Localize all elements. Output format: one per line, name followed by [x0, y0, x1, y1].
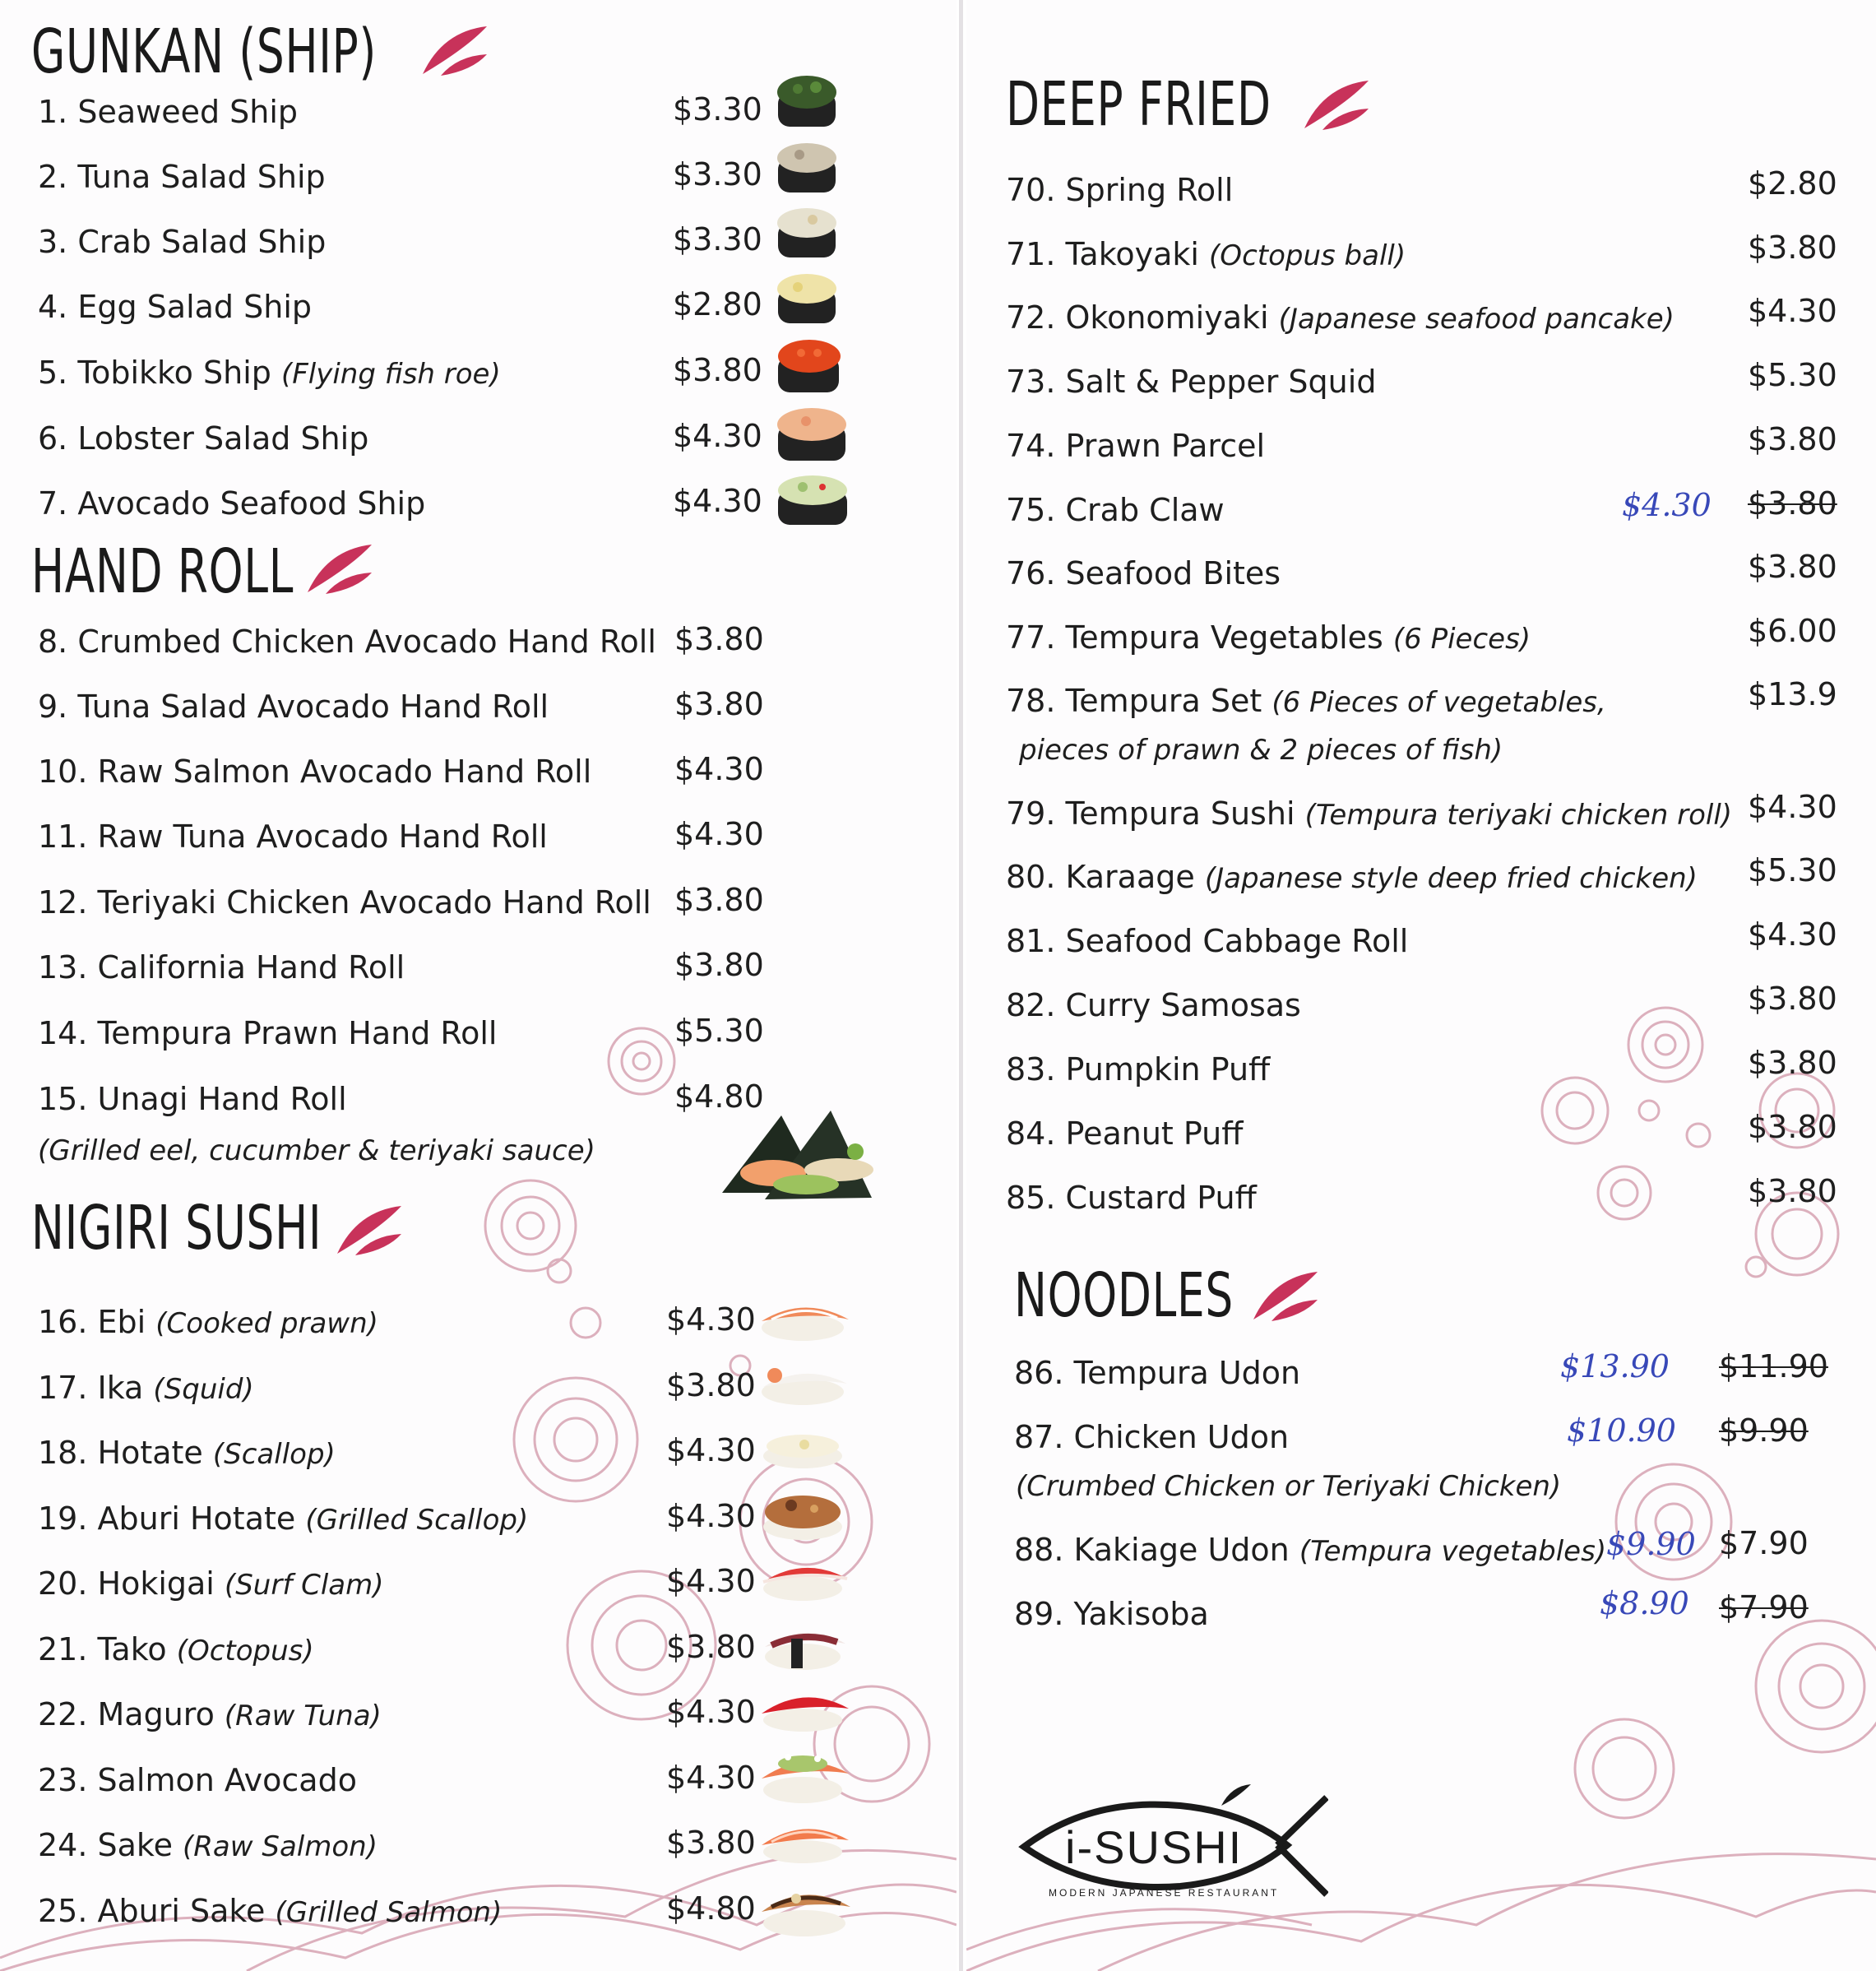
tobikko-ship-photo: [773, 335, 845, 396]
tako-nigiri-photo: [755, 1614, 854, 1673]
menu-item: 84. Peanut Puff: [1006, 1115, 1244, 1152]
section-title-gunkan: GUNKAN (SHIP): [31, 16, 378, 87]
menu-item: 15. Unagi Hand Roll: [38, 1081, 347, 1117]
menu-item: 5. Tobikko Ship (Flying fish roe): [38, 355, 501, 391]
menu-item: 20. Hokigai (Surf Clam): [38, 1565, 384, 1602]
menu-item: 74. Prawn Parcel: [1006, 428, 1266, 464]
swirl-background-right: [966, 0, 1876, 1971]
menu-page-right: [966, 0, 1876, 1971]
section-title-hand-roll: HAND ROLL: [31, 536, 294, 607]
item-price: $3.80: [674, 621, 764, 657]
menu-item: 76. Seafood Bites: [1006, 555, 1281, 591]
section-title-noodles: NOODLES: [1014, 1260, 1234, 1331]
salmon-avocado-nigiri-photo: [755, 1742, 854, 1808]
item-price: $4.30: [673, 418, 762, 454]
leaf-icon: [303, 541, 375, 597]
item-price-struck: $11.90: [1719, 1348, 1828, 1384]
item-price: $13.9: [1748, 676, 1837, 712]
section-title-nigiri-sushi: NIGIRI SUSHI: [31, 1193, 322, 1264]
item-price: $3.30: [673, 221, 762, 257]
ika-nigiri-photo: [755, 1357, 854, 1408]
menu-item: 1. Seaweed Ship: [38, 94, 299, 130]
menu-item: 17. Ika (Squid): [38, 1370, 254, 1406]
menu-item: 13. California Hand Roll: [38, 949, 405, 986]
menu-item: 83. Pumpkin Puff: [1006, 1051, 1271, 1088]
item-price: $4.80: [666, 1890, 756, 1927]
item-note: (Grilled eel, cucumber & teriyaki sauce): [38, 1134, 595, 1167]
menu-item: 16. Ebi (Cooked prawn): [38, 1304, 378, 1340]
menu-item: 87. Chicken Udon: [1014, 1419, 1290, 1455]
handwritten-new-price: $10.90: [1567, 1412, 1676, 1449]
maguro-nigiri-photo: [755, 1682, 854, 1735]
menu-item: 21. Tako (Octopus): [38, 1631, 314, 1667]
aburi-sake-nigiri-photo: [755, 1874, 857, 1940]
item-price: $3.80: [1748, 230, 1837, 266]
item-price: $4.30: [666, 1563, 756, 1599]
menu-item: 23. Salmon Avocado: [38, 1762, 357, 1798]
hand-roll-photo: [716, 1102, 893, 1204]
item-price: $5.30: [1748, 357, 1837, 393]
item-price: $3.80: [1748, 1109, 1837, 1145]
item-price-struck: $9.90: [1719, 1412, 1809, 1449]
menu-item: 12. Teriyaki Chicken Avocado Hand Roll: [38, 884, 651, 921]
avocado-seafood-ship-photo: [773, 471, 852, 528]
item-price: $3.80: [666, 1367, 756, 1403]
item-price: $4.30: [673, 483, 762, 519]
i-sushi-logo: [1016, 1781, 1328, 1904]
menu-item: 78. Tempura Set (6 Pieces of vegetables,: [1006, 683, 1606, 719]
item-price: $4.80: [674, 1078, 764, 1115]
menu-item: 6. Lobster Salad Ship: [38, 420, 369, 457]
menu-item: 73. Salt & Pepper Squid: [1006, 364, 1377, 400]
menu-item: 3. Crab Salad Ship: [38, 224, 327, 260]
item-price: $4.30: [1748, 293, 1837, 329]
menu-item: 75. Crab Claw: [1006, 492, 1225, 528]
item-price: $7.90: [1719, 1525, 1809, 1561]
menu-item: 18. Hotate (Scallop): [38, 1435, 336, 1471]
item-price: $3.30: [673, 91, 762, 128]
item-price: $4.30: [666, 1760, 756, 1796]
menu-item: 82. Curry Samosas: [1006, 987, 1301, 1023]
item-price: $3.80: [1748, 981, 1837, 1017]
menu-item: 9. Tuna Salad Avocado Hand Roll: [38, 689, 549, 725]
menu-item: 89. Yakisoba: [1014, 1596, 1209, 1632]
item-price: $3.80: [666, 1825, 756, 1861]
aburi-hotate-nigiri-photo: [755, 1481, 854, 1545]
menu-item: 77. Tempura Vegetables (6 Pieces): [1006, 619, 1531, 656]
item-price: $2.80: [1748, 165, 1837, 202]
item-price: $6.00: [1748, 613, 1837, 649]
item-price: $3.80: [1748, 421, 1837, 457]
svg-text:i-SUSHI: i-SUSHI: [1065, 1821, 1244, 1873]
item-price-struck: $7.90: [1719, 1589, 1809, 1625]
leaf-icon: [1248, 1268, 1321, 1324]
item-price: $5.30: [674, 1013, 764, 1049]
menu-item: 2. Tuna Salad Ship: [38, 159, 326, 195]
menu-item: 24. Sake (Raw Salmon): [38, 1827, 378, 1863]
menu-item: 11. Raw Tuna Avocado Hand Roll: [38, 819, 548, 855]
item-note: pieces of prawn & 2 pieces of fish): [1019, 734, 1503, 767]
egg-salad-ship-photo: [773, 269, 841, 327]
menu-item: 72. Okonomiyaki (Japanese seafood pancake): [1006, 299, 1675, 336]
item-price: $3.80: [674, 882, 764, 918]
sake-nigiri-photo: [755, 1814, 854, 1867]
menu-item: 86. Tempura Udon: [1014, 1355, 1301, 1391]
item-price: $4.30: [1748, 916, 1837, 953]
item-price: $4.30: [666, 1301, 756, 1338]
menu-item: 19. Aburi Hotate (Grilled Scallop): [38, 1500, 529, 1537]
menu-item: 85. Custard Puff: [1006, 1180, 1257, 1216]
item-price: $4.30: [674, 751, 764, 787]
item-price: $4.30: [666, 1432, 756, 1468]
item-price: $3.80: [673, 352, 762, 388]
item-price: $5.30: [1748, 852, 1837, 888]
item-price: $3.30: [673, 156, 762, 192]
menu-item: 4. Egg Salad Ship: [38, 289, 313, 325]
section-title-deep-fried: DEEP FRIED: [1006, 69, 1272, 140]
handwritten-new-price: $13.90: [1560, 1348, 1670, 1384]
svg-text:MODERN JAPANESE RESTAURANT: MODERN JAPANESE RESTAURANT: [1049, 1887, 1280, 1899]
menu-item: 80. Karaage (Japanese style deep fried chicken): [1006, 859, 1698, 895]
ebi-nigiri-photo: [755, 1292, 854, 1344]
crab-salad-ship-photo: [773, 203, 841, 261]
menu-item: 81. Seafood Cabbage Roll: [1006, 923, 1409, 959]
hokigai-nigiri-photo: [755, 1551, 854, 1605]
seaweed-ship-photo: [773, 72, 841, 130]
leaf-icon: [1299, 77, 1372, 133]
menu-item: 7. Avocado Seafood Ship: [38, 485, 426, 522]
hotate-nigiri-photo: [755, 1421, 854, 1472]
leaf-icon: [418, 23, 490, 79]
menu-item: 8. Crumbed Chicken Avocado Hand Roll: [38, 624, 656, 660]
handwritten-new-price: $9.90: [1606, 1526, 1696, 1562]
lobster-salad-ship-photo: [773, 403, 852, 464]
item-price: $3.80: [1748, 1173, 1837, 1209]
item-note: (Crumbed Chicken or Teriyaki Chicken): [1016, 1470, 1562, 1503]
item-price: $3.80: [1748, 1045, 1837, 1081]
item-price: $3.80: [666, 1629, 756, 1665]
item-price: $3.80: [1748, 549, 1837, 585]
item-price: $4.30: [1748, 789, 1837, 825]
menu-item: 71. Takoyaki (Octopus ball): [1006, 236, 1406, 272]
item-price: $3.80: [674, 686, 764, 722]
item-price: $4.30: [666, 1694, 756, 1730]
handwritten-new-price: $8.90: [1600, 1585, 1689, 1621]
menu-item: 14. Tempura Prawn Hand Roll: [38, 1015, 498, 1051]
page-fold-divider: [959, 0, 963, 1971]
tuna-salad-ship-photo: [773, 138, 841, 196]
menu-item: 22. Maguro (Raw Tuna): [38, 1696, 382, 1732]
item-price: $4.30: [674, 816, 764, 852]
item-price: $4.30: [666, 1498, 756, 1534]
item-price: $3.80: [674, 947, 764, 983]
leaf-icon: [332, 1203, 405, 1259]
item-price-struck: $3.80: [1748, 485, 1837, 522]
menu-item: 25. Aburi Sake (Grilled Salmon): [38, 1893, 503, 1929]
menu-item: 10. Raw Salmon Avocado Hand Roll: [38, 754, 592, 790]
menu-item: 79. Tempura Sushi (Tempura teriyaki chicken roll): [1006, 795, 1733, 832]
menu-item: 70. Spring Roll: [1006, 172, 1234, 208]
handwritten-new-price: $4.30: [1622, 487, 1712, 523]
item-price: $2.80: [673, 286, 762, 322]
menu-item: 88. Kakiage Udon (Tempura vegetables): [1014, 1532, 1607, 1568]
